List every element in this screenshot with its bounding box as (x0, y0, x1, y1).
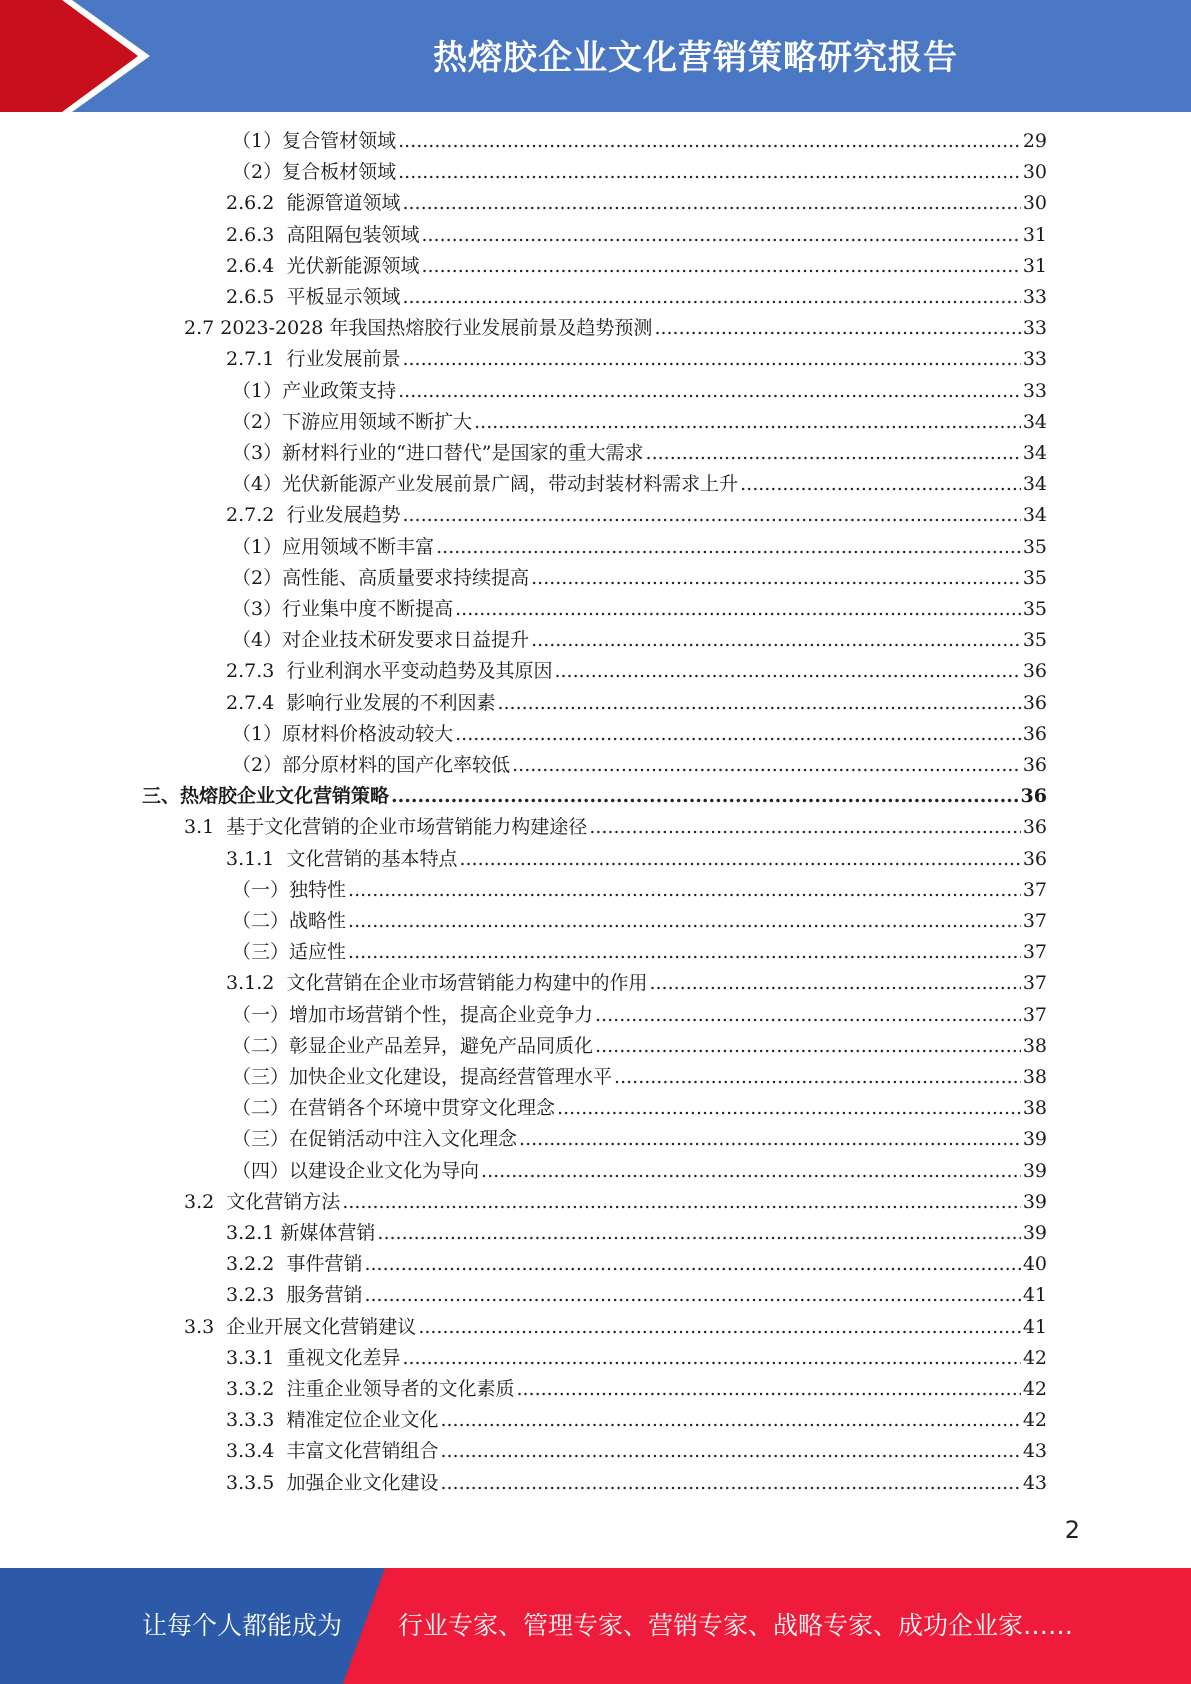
toc-dot-leader (519, 1124, 1021, 1155)
toc-dot-leader (421, 220, 1020, 251)
toc-entry-number: 2.6.2 (226, 192, 287, 215)
toc-entry-title: 高阻隔包装领域 (286, 223, 420, 246)
toc-entry-number: 3.3.1 (226, 1346, 287, 1369)
toc-entry-page: 37 (1022, 910, 1047, 932)
toc-entry-number: （4） (232, 629, 283, 652)
toc-entry-page: 31 (1022, 254, 1047, 277)
toc-entry-number: 2.7.3 (226, 660, 287, 683)
toc-entry-page: 36 (1020, 785, 1047, 808)
toc-entry-number: 3.1.1 (226, 847, 287, 870)
toc-entry-number: 3.2 (184, 1190, 227, 1213)
toc-entry-title: 增加市场营销个性，提高企业竞争力 (289, 1003, 594, 1026)
toc-entry[interactable] (184, 1312, 1047, 1343)
toc-dot-leader (455, 719, 1021, 750)
toc-dot-leader (402, 344, 1020, 375)
toc-entry[interactable] (226, 220, 1047, 251)
toc-dot-leader (402, 282, 1020, 313)
toc-entry-number: 3.3.2 (226, 1378, 287, 1400)
toc-entry-page: 37 (1022, 1003, 1047, 1026)
toc-entry[interactable] (232, 1093, 1047, 1124)
toc-entry-page: 33 (1022, 286, 1047, 308)
toc-entry-number: （二） (232, 1034, 290, 1057)
toc-entry-number: （3） (232, 442, 283, 464)
toc-entry-page: 34 (1022, 442, 1047, 464)
toc-entry-title: 复合管材领域 (282, 130, 397, 152)
toc-entry-number: （三） (232, 941, 290, 964)
toc-entry-title: 平板显示领域 (286, 286, 401, 308)
toc-entry-page: 34 (1022, 473, 1047, 496)
toc-entry[interactable] (226, 188, 1047, 219)
toc-entry-page: 41 (1022, 1315, 1047, 1338)
toc-entry-title: 重视文化差异 (286, 1346, 401, 1369)
toc-entry-title: 光伏新能源领域 (286, 254, 420, 277)
toc-entry[interactable] (232, 1000, 1047, 1031)
toc-dot-leader (402, 1343, 1020, 1374)
toc-entry[interactable] (232, 376, 1047, 407)
toc-entry-number: （三） (232, 1128, 290, 1151)
toc-entry-number: （4） (232, 473, 283, 496)
toc-dot-leader (440, 1468, 1020, 1499)
toc-entry-number: （1） (232, 379, 283, 402)
page-number: 2 (1064, 1516, 1080, 1544)
toc-entry-page: 36 (1022, 816, 1047, 839)
toc-entry[interactable] (184, 812, 1047, 843)
header-arrow-icon (0, 0, 160, 112)
toc-entry-title: 适应性 (289, 941, 347, 964)
toc-entry-title: 文化营销方法 (226, 1190, 341, 1213)
toc-dot-leader (481, 1156, 1021, 1187)
toc-dot-leader (364, 1280, 1020, 1311)
toc-dot-leader (531, 563, 1021, 594)
toc-entry-title: 战略性 (289, 910, 347, 932)
toc-entry[interactable] (226, 1249, 1047, 1280)
toc-entry-title: 服务营销 (286, 1284, 363, 1307)
toc-entry-title: 加快企业文化建设，提高经营管理水平 (289, 1066, 613, 1088)
toc-entry-title: 彰显企业产品差异，避免产品同质化 (289, 1034, 594, 1057)
toc-entry-title: 能源管道领域 (286, 192, 401, 215)
toc-entry-page: 33 (1022, 379, 1047, 402)
toc-entry-number: 3.2.3 (226, 1284, 287, 1307)
toc-entry-page: 39 (1022, 1159, 1047, 1182)
toc-entry[interactable] (232, 719, 1047, 750)
toc-dot-leader (595, 1000, 1021, 1031)
toc-entry-title: 精准定位企业文化 (286, 1409, 439, 1432)
toc-entry-page: 42 (1022, 1346, 1047, 1369)
toc-dot-leader (418, 1312, 1021, 1343)
toc-dot-leader (740, 469, 1021, 500)
toc-entry-title: 影响行业发展的不利因素 (286, 691, 496, 714)
toc-entry-number: （1） (232, 535, 283, 558)
toc-entry-page: 36 (1022, 754, 1047, 776)
toc-entry-page: 34 (1022, 410, 1047, 433)
toc-dot-leader (497, 688, 1020, 719)
toc-entry[interactable] (232, 469, 1047, 500)
toc-entry[interactable] (226, 251, 1047, 282)
toc-entry-number: （一） (232, 878, 290, 901)
toc-entry-title: 热熔胶企业文化营销策略 (180, 785, 390, 808)
toc-entry-title: 文化营销的基本特点 (286, 847, 458, 870)
toc-entry-title: 光伏新能源产业发展前景广阔，带动封装材料需求上升 (282, 473, 739, 496)
toc-dot-leader (364, 1249, 1020, 1280)
toc-entry[interactable] (232, 750, 1047, 781)
toc-dot-leader (391, 781, 1019, 812)
toc-entry[interactable] (226, 500, 1047, 531)
toc-entry-title: 行业发展前景 (286, 348, 401, 371)
toc-entry-number: 2.6.3 (226, 223, 287, 246)
toc-entry-title: 复合板材领域 (282, 161, 397, 184)
toc-entry[interactable] (226, 844, 1047, 875)
toc-entry-number: 3.3.4 (226, 1440, 287, 1463)
toc-entry[interactable] (226, 688, 1047, 719)
toc-entry-title: 以建设企业文化为导向 (289, 1159, 480, 1182)
toc-entry-page: 42 (1022, 1409, 1047, 1432)
toc-dot-leader (440, 1436, 1020, 1467)
toc-entry[interactable] (232, 532, 1047, 563)
toc-entry-page: 35 (1022, 598, 1047, 620)
toc-entry[interactable] (232, 438, 1047, 469)
toc-entry-title: 下游应用领域不断扩大 (282, 410, 473, 433)
toc-entry-number: 三、 (142, 785, 181, 808)
toc-entry[interactable] (232, 563, 1047, 594)
toc-entry[interactable] (232, 407, 1047, 438)
toc-entry[interactable] (226, 968, 1047, 999)
toc-dot-leader (398, 157, 1021, 188)
toc-entry-number: 2.7.4 (226, 691, 287, 714)
toc-entry[interactable] (232, 625, 1047, 656)
toc-entry-page: 36 (1022, 691, 1047, 714)
toc-entry-title: 行业利润水平变动趋势及其原因 (286, 660, 553, 683)
toc-entry-page: 29 (1022, 130, 1047, 152)
toc-dot-leader (531, 625, 1021, 656)
toc-entry[interactable] (226, 656, 1047, 687)
toc-dot-leader (421, 251, 1020, 282)
page-header (0, 0, 1191, 112)
toc-entry-number: （1） (232, 130, 283, 152)
toc-entry-title: 应用领域不断丰富 (282, 535, 435, 558)
toc-dot-leader (377, 1218, 1020, 1249)
toc-entry-number: 2.6.4 (226, 254, 287, 277)
toc-entry-number: （2） (232, 566, 283, 589)
toc-entry-title: 原材料价格波动较大 (282, 722, 454, 745)
toc-entry-number: （四） (232, 1159, 290, 1182)
toc-entry-number: 3.1.2 (226, 972, 287, 995)
toc-entry[interactable] (232, 1062, 1047, 1093)
toc-entry[interactable] (184, 1187, 1047, 1218)
toc-dot-leader (557, 1093, 1021, 1124)
toc-dot-leader (516, 1374, 1020, 1405)
toc-entry-title: 事件营销 (286, 1253, 363, 1276)
toc-entry-page: 39 (1022, 1190, 1047, 1213)
toc-entry[interactable] (232, 937, 1047, 968)
toc-entry[interactable] (232, 594, 1047, 625)
footer-slogan-left: 让每个人都能成为 (142, 1611, 343, 1640)
toc-dot-leader (459, 844, 1020, 875)
toc-entry-page: 33 (1022, 348, 1047, 371)
toc-entry-page: 43 (1022, 1471, 1047, 1494)
toc-entry-title: 独特性 (289, 878, 347, 901)
toc-entry[interactable] (226, 1343, 1047, 1374)
toc-entry-number: 3.3.3 (226, 1409, 287, 1432)
toc-entry[interactable] (184, 313, 1047, 344)
toc-entry-page: 40 (1022, 1253, 1047, 1276)
toc-entry-title: 在促销活动中注入文化理念 (289, 1128, 518, 1151)
toc-dot-leader (402, 500, 1020, 531)
toc-entry[interactable] (232, 1124, 1047, 1155)
toc-entry-title: 行业集中度不断提高 (282, 598, 454, 620)
toc-entry[interactable] (232, 1031, 1047, 1062)
toc-entry-number: （3） (232, 598, 283, 620)
page-footer (0, 1568, 1191, 1684)
toc-entry-page: 37 (1022, 941, 1047, 964)
toc-dot-leader (654, 313, 1020, 344)
toc-dot-leader (348, 906, 1021, 937)
toc-entry-number: 3.3.5 (226, 1471, 287, 1494)
toc-dot-leader (436, 532, 1021, 563)
toc-entry-page: 39 (1022, 1222, 1047, 1244)
toc-entry-number: （二） (232, 1097, 290, 1120)
toc-dot-leader (646, 438, 1021, 469)
toc-entry-number: 3.1 (184, 816, 227, 839)
toc-dot-leader (455, 594, 1021, 625)
toc-entry-title: 部分原材料的国产化率较低 (282, 754, 511, 776)
toc-entry-page: 37 (1022, 972, 1047, 995)
toc-entry-number: （二） (232, 910, 290, 932)
toc-entry[interactable] (226, 1405, 1047, 1436)
toc-entry-title: 2023-2028 年我国热熔胶行业发展前景及趋势预测 (220, 317, 653, 340)
toc-entry[interactable] (232, 126, 1047, 157)
toc-entry-page: 41 (1022, 1284, 1047, 1307)
toc-dot-leader (614, 1062, 1021, 1093)
toc-entry-page: 30 (1022, 161, 1047, 184)
toc-entry-page: 38 (1022, 1034, 1047, 1057)
toc-entry-page: 35 (1022, 566, 1047, 589)
toc-entry-page: 39 (1022, 1128, 1047, 1151)
toc-entry-number: （一） (232, 1003, 290, 1026)
report-title: 热熔胶企业文化营销策略研究报告 (433, 37, 958, 78)
toc-entry-title: 产业政策支持 (282, 379, 397, 402)
toc-dot-leader (440, 1405, 1020, 1436)
toc-dot-leader (474, 407, 1021, 438)
toc-entry[interactable] (232, 906, 1047, 937)
toc-entry-number: （2） (232, 754, 283, 776)
toc-entry-number: 2.7.1 (226, 348, 287, 371)
toc-entry-page: 36 (1022, 660, 1047, 683)
toc-entry-number: （2） (232, 410, 283, 433)
toc-dot-leader (649, 968, 1020, 999)
toc-dot-leader (512, 750, 1021, 781)
toc-entry-title: 丰富文化营销组合 (286, 1440, 439, 1463)
toc-entry[interactable] (142, 781, 1047, 812)
footer-slogan-right: 行业专家、管理专家、营销专家、战略专家、成功企业家…… (398, 1611, 1074, 1640)
toc-dot-leader (348, 875, 1021, 906)
toc-entry-title: 基于文化营销的企业市场营销能力构建途径 (226, 816, 588, 839)
toc-entry-page: 38 (1022, 1097, 1047, 1120)
toc-entry-page: 30 (1022, 192, 1047, 215)
toc-dot-leader (402, 188, 1020, 219)
toc-dot-leader (595, 1031, 1021, 1062)
toc-entry[interactable] (226, 1468, 1047, 1499)
toc-entry-title: 在营销各个环境中贯穿文化理念 (289, 1097, 556, 1120)
toc-dot-leader (589, 812, 1021, 843)
toc-entry-number: 2.7.2 (226, 504, 287, 527)
toc-dot-leader (342, 1187, 1021, 1218)
toc-entry-title: 加强企业文化建设 (286, 1471, 439, 1494)
toc-entry-number: 3.2.2 (226, 1253, 287, 1276)
toc-entry[interactable] (226, 1436, 1047, 1467)
toc-entry-page: 36 (1022, 722, 1047, 745)
toc-entry[interactable] (226, 1280, 1047, 1311)
toc-entry[interactable] (232, 875, 1047, 906)
toc-entry-page: 33 (1022, 317, 1047, 340)
toc-entry[interactable] (232, 157, 1047, 188)
toc-entry-title: 对企业技术研发要求日益提升 (282, 629, 530, 652)
toc-entry-page: 35 (1022, 535, 1047, 558)
toc-entry-number: （2） (232, 161, 283, 184)
toc-entry-page: 34 (1022, 504, 1047, 527)
toc-dot-leader (348, 937, 1021, 968)
toc-entry-page: 43 (1022, 1440, 1047, 1463)
toc-entry[interactable] (226, 344, 1047, 375)
toc-entry[interactable] (226, 1218, 1047, 1249)
toc-dot-leader (398, 376, 1021, 407)
toc-entry-title: 行业发展趋势 (286, 504, 401, 527)
toc-entry-number: 2.6.5 (226, 286, 287, 308)
toc-entry-number: （三） (232, 1066, 290, 1088)
toc-entry-title: 高性能、高质量要求持续提高 (282, 566, 530, 589)
toc-entry-number: 2.7 (184, 317, 221, 340)
toc-entry[interactable] (226, 282, 1047, 313)
toc-entry-page: 42 (1022, 1378, 1047, 1400)
toc-dot-leader (554, 656, 1020, 687)
toc-entry-number: （1） (232, 722, 283, 745)
toc-entry[interactable] (232, 1156, 1047, 1187)
toc-entry-number: 3.3 (184, 1315, 227, 1338)
toc-entry-title: 文化营销在企业市场营销能力构建中的作用 (286, 972, 648, 995)
toc-entry[interactable] (226, 1374, 1047, 1405)
toc-entry-page: 37 (1022, 878, 1047, 901)
toc-entry-title: 新媒体营销 (280, 1222, 376, 1244)
toc-entry-page: 36 (1022, 847, 1047, 870)
toc-dot-leader (398, 126, 1021, 157)
toc-entry-page: 38 (1022, 1066, 1047, 1088)
toc-entry-title: 注重企业领导者的文化素质 (286, 1378, 515, 1400)
toc-entry-title: 企业开展文化营销建议 (226, 1315, 417, 1338)
toc-entry-page: 35 (1022, 629, 1047, 652)
toc-entry-title: 新材料行业的“进口替代”是国家的重大需求 (282, 442, 644, 464)
toc-entry-number: 3.2.1 (226, 1222, 281, 1244)
toc-entry-page: 31 (1022, 223, 1047, 246)
